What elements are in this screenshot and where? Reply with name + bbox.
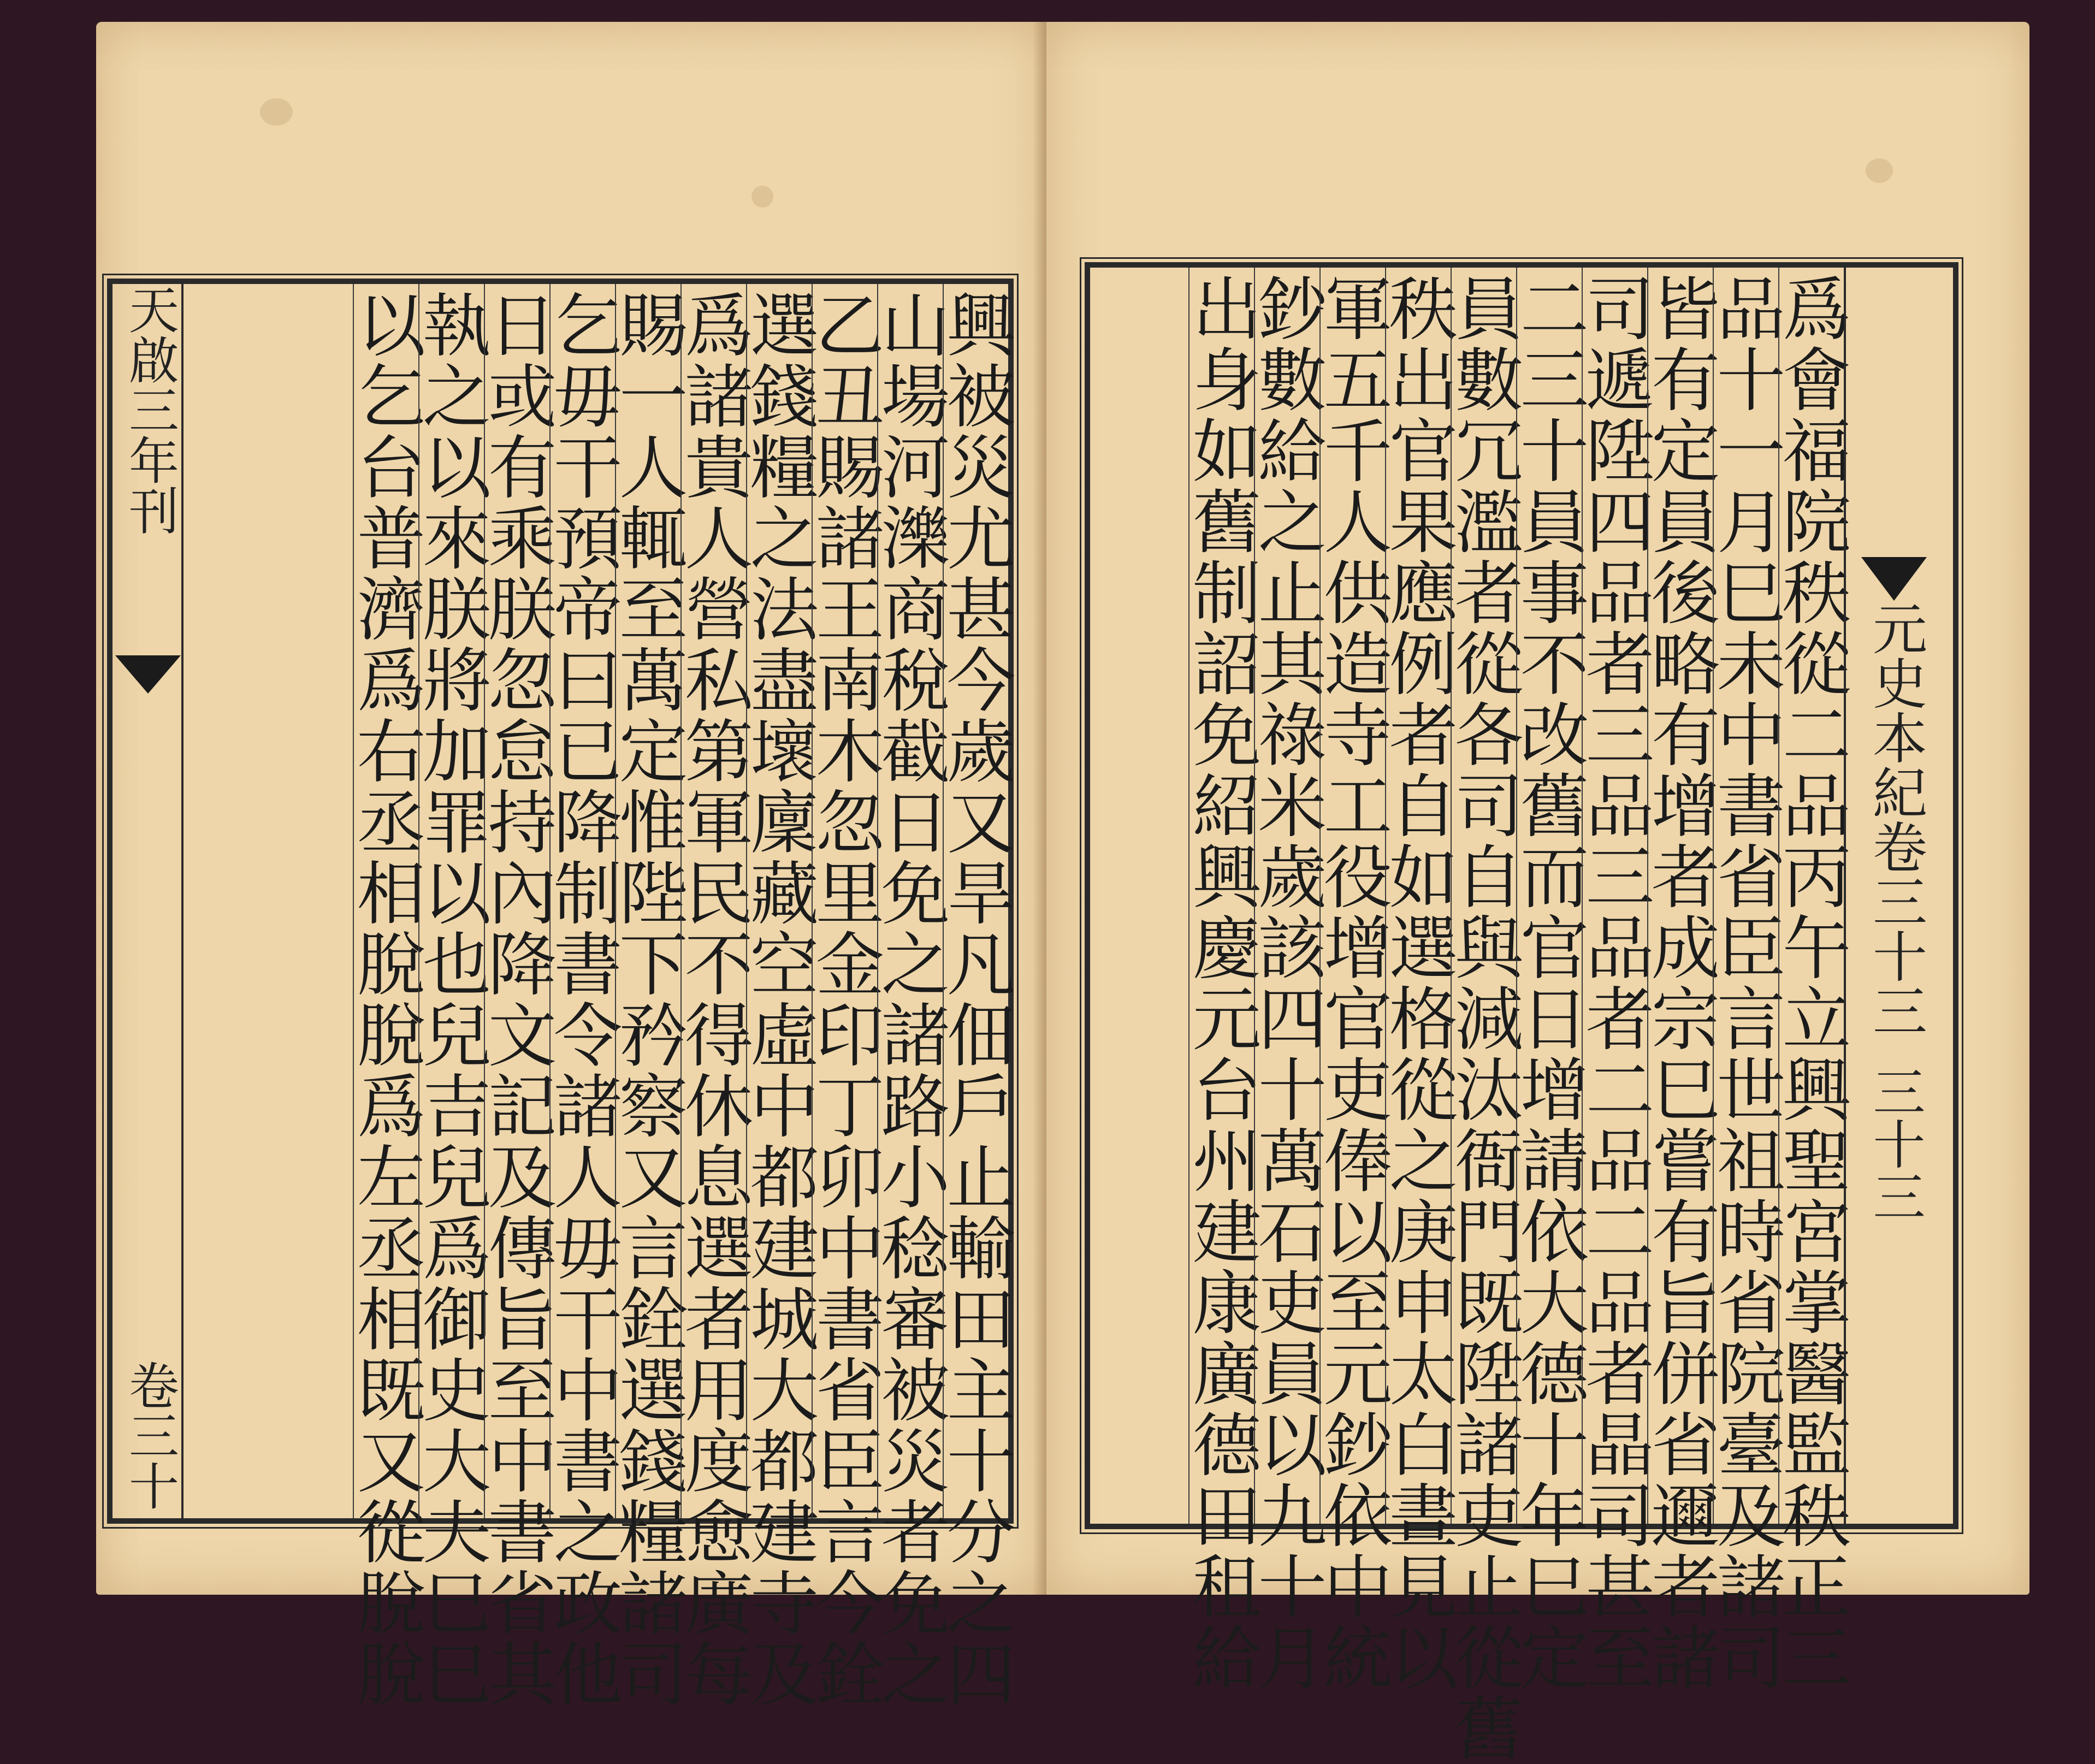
left-text-columns: [222, 284, 1016, 1709]
text-column: 司遞陞四品者三品三品者二品二品者晶司甚至: [1582, 268, 1647, 1524]
left-page: [96, 22, 1046, 1709]
text-column: 山場河濼商稅截日免之諸路小稔審被災者免之: [877, 284, 943, 1518]
text-column: 乞毋干預帝曰已降制書令諸人毋干中書之政他: [549, 284, 615, 1518]
text-column: 軍五千人供造寺工役增官吏俸以至元鈔依中統: [1319, 268, 1385, 1524]
text-column: 鈔數給之止其祿米歲該四十萬石吏員以九十月: [1254, 268, 1319, 1524]
text-column: 秩出官果應例者自如選格從之庚申太白晝見以: [1385, 268, 1451, 1524]
right-page: [1046, 22, 2029, 1764]
text-column: 爲會福院秩從二品丙午立興聖宮掌醫監秩正三: [1778, 268, 1844, 1524]
text-column: 員數冗濫者從各司自與減汰衙門既陞諸吏止從舊: [1451, 268, 1516, 1524]
text-column: 賜一人輒至萬定惟陛下矜察又言銓選錢糧諸司: [615, 284, 680, 1518]
text-column: 執之以來朕將加罪以也兒吉兒爲御史大夫巳巳: [418, 284, 484, 1518]
text-column: 興被災尤甚今歲又旱凡佃戶止輸田主十分之四: [943, 284, 1008, 1518]
left-margin-title: 天啟三年刊: [121, 284, 179, 535]
fish-tail-icon: [1861, 557, 1927, 601]
open-book: [96, 22, 2029, 1764]
text-column: 品十一月巳未中書省臣言世祖時省院臺及諸司: [1713, 268, 1778, 1524]
text-column: 皆有定員後略有增者成宗巳嘗有旨併省邇者諸: [1647, 268, 1713, 1524]
right-margin-title: 元史本紀卷三十三: [1863, 601, 1927, 1038]
left-fore-edge-margin: [113, 284, 184, 1518]
right-fore-edge-margin: [1844, 268, 1953, 1524]
text-column: 日或有乘朕忽怠持內降文記及傳旨至中書省其: [484, 284, 549, 1518]
right-text-columns: [1090, 268, 1851, 1764]
left-text-frame: [107, 279, 1016, 1709]
text-column: 選錢糧之法盡壞廩藏空虛中都建城大都建寺及: [746, 284, 812, 1518]
text-column: 二三十員事不改舊而官日增請依大德十年巳定: [1516, 268, 1582, 1524]
text-column: 爲諸貴人營私第軍民不得休息選者用度愈廣每: [680, 284, 746, 1518]
right-margin-page: 三十三: [1865, 1065, 1926, 1222]
text-column: 以乞台普濟爲右丞相脫脫爲左丞相既又從脫脫: [353, 284, 418, 1518]
left-margin-page: 卷三十: [121, 1360, 179, 1511]
right-text-frame: [1085, 262, 1958, 1764]
text-column: 出身如舊制詔免紹興慶元台州建康廣德田租給: [1188, 268, 1254, 1524]
text-column: 乙丑賜諸王南木忽里金印丁卯中書省臣言今銓: [812, 284, 877, 1518]
fish-tail-icon: [115, 655, 181, 694]
